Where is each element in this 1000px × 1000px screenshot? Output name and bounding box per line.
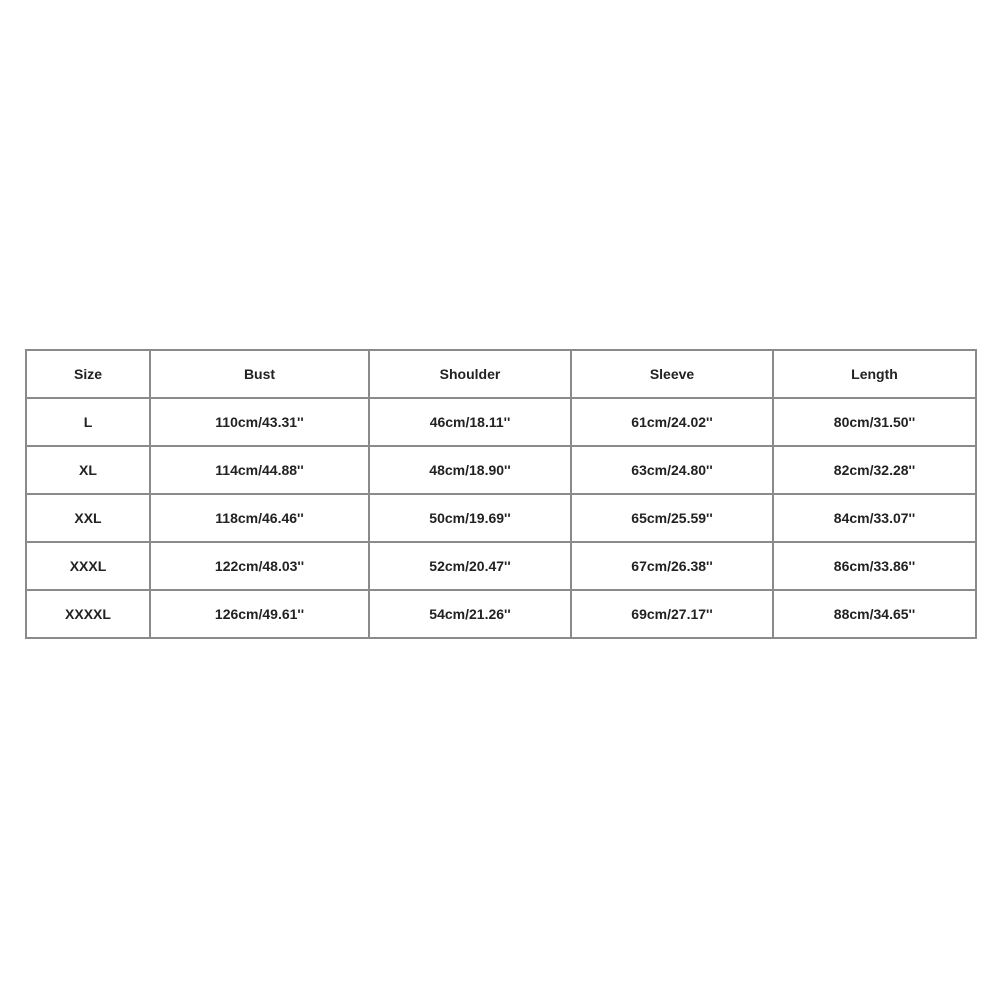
cell-shoulder: 48cm/18.90'' [369, 446, 571, 494]
cell-length: 88cm/34.65'' [773, 590, 976, 638]
cell-length: 80cm/31.50'' [773, 398, 976, 446]
cell-size: XXXL [26, 542, 150, 590]
header-size: Size [26, 350, 150, 398]
cell-size: XL [26, 446, 150, 494]
table-header-row [26, 350, 976, 398]
cell-sleeve: 67cm/26.38'' [571, 542, 773, 590]
cell-bust: 126cm/49.61'' [150, 590, 369, 638]
cell-size: XXXXL [26, 590, 150, 638]
cell-bust: 118cm/46.46'' [150, 494, 369, 542]
cell-bust: 110cm/43.31'' [150, 398, 369, 446]
cell-shoulder: 50cm/19.69'' [369, 494, 571, 542]
cell-sleeve: 63cm/24.80'' [571, 446, 773, 494]
cell-length: 86cm/33.86'' [773, 542, 976, 590]
cell-size: L [26, 398, 150, 446]
cell-bust: 114cm/44.88'' [150, 446, 369, 494]
header-sleeve: Sleeve [571, 350, 773, 398]
table-row [26, 494, 976, 542]
cell-shoulder: 46cm/18.11'' [369, 398, 571, 446]
table-row [26, 446, 976, 494]
size-chart-table [25, 349, 977, 639]
table-row [26, 590, 976, 638]
cell-sleeve: 65cm/25.59'' [571, 494, 773, 542]
header-length: Length [773, 350, 976, 398]
cell-length: 84cm/33.07'' [773, 494, 976, 542]
header-bust: Bust [150, 350, 369, 398]
table-row [26, 542, 976, 590]
table-row [26, 398, 976, 446]
cell-length: 82cm/32.28'' [773, 446, 976, 494]
cell-sleeve: 69cm/27.17'' [571, 590, 773, 638]
cell-sleeve: 61cm/24.02'' [571, 398, 773, 446]
cell-bust: 122cm/48.03'' [150, 542, 369, 590]
cell-shoulder: 54cm/21.26'' [369, 590, 571, 638]
cell-shoulder: 52cm/20.47'' [369, 542, 571, 590]
header-shoulder: Shoulder [369, 350, 571, 398]
cell-size: XXL [26, 494, 150, 542]
